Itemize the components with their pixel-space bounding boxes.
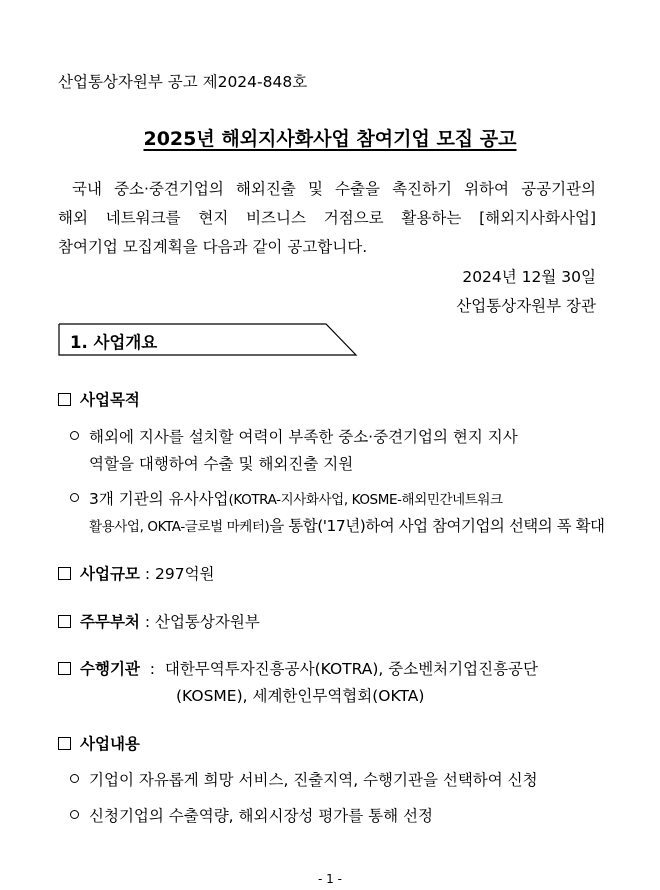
content-label: 사업내용: [80, 735, 140, 753]
checkbox-square-icon: [58, 567, 71, 580]
content-bullet-1: [70, 768, 538, 790]
document-title-text: 2025년 해외지사화사업 참여기업 모집 공고: [143, 128, 517, 150]
intro-paragraph: [58, 175, 596, 262]
section-title: 1. 사업개요: [70, 333, 158, 352]
purpose-bullet-2-main-2: 을 통합('17년)하여 사업 참여기업의 선택의 폭 확대: [269, 517, 605, 535]
issuer: 산업통상자원부 장관: [456, 297, 596, 315]
document-title: [0, 124, 660, 151]
content-bullet-2-text: 신청기업의 수출역량, 해외시장성 평가를 통해 선정: [89, 807, 433, 825]
agencies-line-1: 대한무역투자진흥공사(KOTRA), 중소벤처기업진흥공단: [164, 660, 538, 678]
circle-bullet-icon: [70, 774, 79, 783]
purpose-bullet-2-main: 3개 기관의 유사사업: [89, 490, 229, 508]
scale-label: 사업규모: [80, 565, 140, 583]
checkbox-square-icon: [58, 393, 71, 406]
purpose-heading: [58, 388, 140, 410]
ministry-label: 주무부처: [80, 613, 140, 631]
purpose-label: 사업목적: [80, 391, 140, 409]
purpose-bullet-2: [70, 487, 503, 509]
agencies-row: 수행기관 : 대한무역투자진흥공사(KOTRA), 중소벤처기업진흥공단: [58, 657, 538, 679]
agencies-label: 수행기관: [80, 660, 140, 678]
purpose-bullet-1-line-2: 역할을 대행하여 수출 및 해외진출 지원: [89, 455, 354, 473]
agencies-line-2: (KOSME), 세계한인무역협회(OKTA): [176, 687, 425, 705]
purpose-bullet-2-small-2: 활용사업, OKTA-글로벌 마케터): [89, 519, 270, 535]
purpose-bullet-1: [70, 425, 518, 447]
circle-bullet-icon: [70, 431, 79, 440]
notice-number: 산업통상자원부 공고 제2024-848호: [58, 73, 308, 91]
scale-row: 사업규모 : 297억원: [58, 562, 215, 584]
purpose-bullet-2-small-1: (KOTRA-지사화사업, KOSME-해외민간네트워크: [228, 492, 503, 508]
content-bullet-2: [70, 804, 433, 826]
content-heading: [58, 732, 140, 754]
circle-bullet-icon: [70, 810, 79, 819]
checkbox-square-icon: [58, 615, 71, 628]
content-bullet-1-text: 기업이 자유롭게 희망 서비스, 진출지역, 수행기관을 선택하여 신청: [89, 771, 538, 789]
notice-date: 2024년 12월 30일: [462, 268, 596, 286]
checkbox-square-icon: [58, 662, 71, 675]
circle-bullet-icon: [70, 493, 79, 502]
page-number: - 1 -: [318, 872, 342, 886]
ministry-row: 주무부처 : 산업통상자원부: [58, 610, 260, 632]
ministry-value: 산업통상자원부: [154, 613, 260, 631]
section-heading-box: [58, 323, 358, 356]
purpose-bullet-1-line-1: 해외에 지사를 설치할 여력이 부족한 중소·중견기업의 현지 지사: [89, 428, 518, 446]
purpose-bullet-2-line-2: [89, 514, 605, 536]
intro-line-3: 참여기업 모집계획을 다음과 같이 공고합니다.: [58, 238, 368, 256]
scale-value: 297억원: [154, 565, 215, 583]
checkbox-square-icon: [58, 737, 71, 750]
intro-line-2: 해외 네트워크를 현지 비즈니스 거점으로 활용하는 [해외지사화사업]: [58, 209, 596, 227]
intro-line-1: 국내 중소·중견기업의 해외진출 및 수출을 촉진하기 위하여 공공기관의: [72, 180, 596, 198]
